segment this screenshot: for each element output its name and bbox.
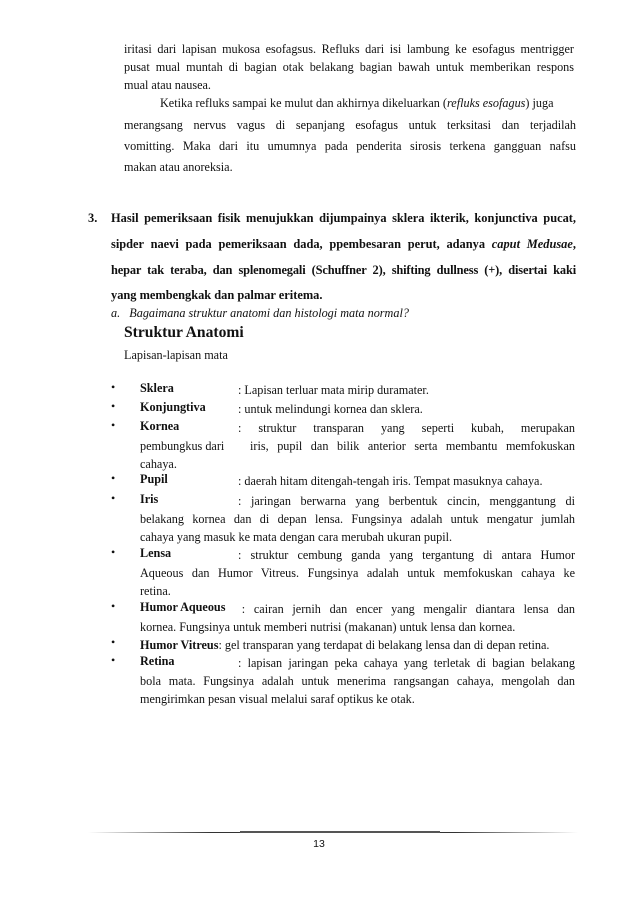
- bullet-icon: •: [111, 399, 116, 413]
- term-label: Kornea: [140, 419, 180, 433]
- text-span: ,: [572, 237, 576, 251]
- term-desc: Aqueous dan Humor Vitreus. Fungsinya adalah untuk memfokuskan cahaya ke: [140, 566, 575, 580]
- term-label: Humor Aqueous: [140, 600, 226, 614]
- text-line: [111, 232, 576, 258]
- bullet-icon: •: [111, 599, 116, 613]
- bullet-icon: •: [111, 491, 116, 505]
- term-desc: cahaya yang masuk ke mata dengan cara merubah ukuran pupil.: [140, 530, 453, 544]
- term-label: Konjungtiva: [140, 400, 206, 414]
- text-span: sipder naevi pada pemeriksaan dada, ppembesaran perut, adanya: [111, 237, 492, 251]
- term-desc: : lapisan jaringan peka cahaya yang terletak di bagian belakang: [238, 656, 575, 670]
- footer-divider-accent: [240, 831, 440, 833]
- term-label: Humor Vitreus: [140, 638, 219, 652]
- term-desc: belakang kornea dan di depan lensa. Fungsinya adalah untuk mengatur jumlah: [140, 512, 575, 526]
- bullet-icon: •: [111, 635, 116, 649]
- italic-term: refluks esofagus: [447, 96, 526, 110]
- term-label: Iris: [140, 492, 159, 506]
- term-desc: : struktur cembung ganda yang tergantung di antara Humor: [238, 548, 575, 562]
- term-label: Sklera: [140, 381, 174, 395]
- bullet-icon: •: [111, 545, 116, 559]
- term-desc: mengirimkan pesan visual melalui saraf optikus ke otak.: [140, 692, 415, 706]
- text-line: Hasil pemeriksaan fisik menujukkan dijumpainya sklera ikterik, konjunctiva pucat,: [111, 211, 576, 225]
- term-desc: : untuk melindungi kornea dan sklera.: [238, 402, 423, 416]
- question-number: 3.: [88, 211, 98, 225]
- text-line: merangsang nervus vagus di sepanjang esofagus untuk terksitasi dan terjadilah: [124, 118, 576, 132]
- text-line: mual atau nausea.: [124, 78, 211, 92]
- bullet-icon: •: [111, 471, 116, 485]
- bullet-icon: •: [111, 380, 116, 394]
- text-line: hepar tak teraba, dan splenomegali (Schuffner 2), shifting dullness (+), disertai kaki: [111, 263, 576, 277]
- italic-term: caput Medusae: [491, 237, 573, 251]
- term-desc: : daerah hitam ditengah-tengah iris. Tempat masuknya cahaya.: [238, 474, 543, 488]
- text-line: yang membengkak dan palmar eritema.: [111, 288, 323, 302]
- term-line: [140, 636, 549, 654]
- text-line: iritasi dari lapisan mukosa esofagsus. Refluks dari isi lambung ke esofagus mentrigger: [124, 42, 574, 56]
- text-line: vomitting. Maka dari itu umumnya pada penderita sirosis terkena gangguan nafsu: [124, 139, 576, 153]
- term-label: Lensa: [140, 546, 172, 560]
- term-label: Retina: [140, 654, 175, 668]
- text-line: [160, 94, 576, 112]
- bullet-icon: •: [111, 418, 116, 432]
- term-desc: retina.: [140, 584, 171, 598]
- term-desc: bola mata. Fungsinya adalah untuk menerima rangsangan cahaya, mengolah dan: [140, 674, 575, 688]
- text-span: Ketika refluks sampai ke mulut dan akhirnya dikeluarkan (: [160, 96, 447, 110]
- term-desc: iris, pupil dan bilik anterior serta membantu memfokuskan: [250, 439, 575, 453]
- text-line: makan atau anoreksia.: [124, 160, 233, 174]
- term-label: Pupil: [140, 472, 168, 486]
- sub-question-a: a. Bagaimana struktur anatomi dan histologi mata normal?: [111, 306, 409, 320]
- text-span: ) juga: [525, 96, 554, 110]
- term-desc: : Lapisan terluar mata mirip duramater.: [238, 383, 429, 397]
- term-desc: pembungkus dari: [140, 439, 225, 453]
- section-title: Struktur Anatomi: [124, 324, 244, 341]
- text-line: pusat mual muntah di bagian otak belakang bagian bawah untuk memberikan respons: [124, 60, 574, 74]
- term-desc: cahaya.: [140, 457, 177, 471]
- section-subtitle: Lapisan-lapisan mata: [124, 348, 228, 362]
- term-desc: : cairan jernih dan encer yang mengalir diantara lensa dan: [233, 602, 575, 616]
- term-desc: : struktur transparan yang seperti kubah, merupakan: [238, 421, 575, 435]
- bullet-icon: •: [111, 653, 116, 667]
- page-number: 13: [313, 838, 325, 850]
- term-desc: : jaringan berwarna yang berbentuk cincin, menggantung di: [238, 494, 575, 508]
- term-desc: : gel transparan yang terdapat di belakang lensa dan di depan retina.: [218, 638, 550, 652]
- term-desc: kornea. Fungsinya untuk memberi nutrisi (makanan) untuk lensa dan kornea.: [140, 620, 516, 634]
